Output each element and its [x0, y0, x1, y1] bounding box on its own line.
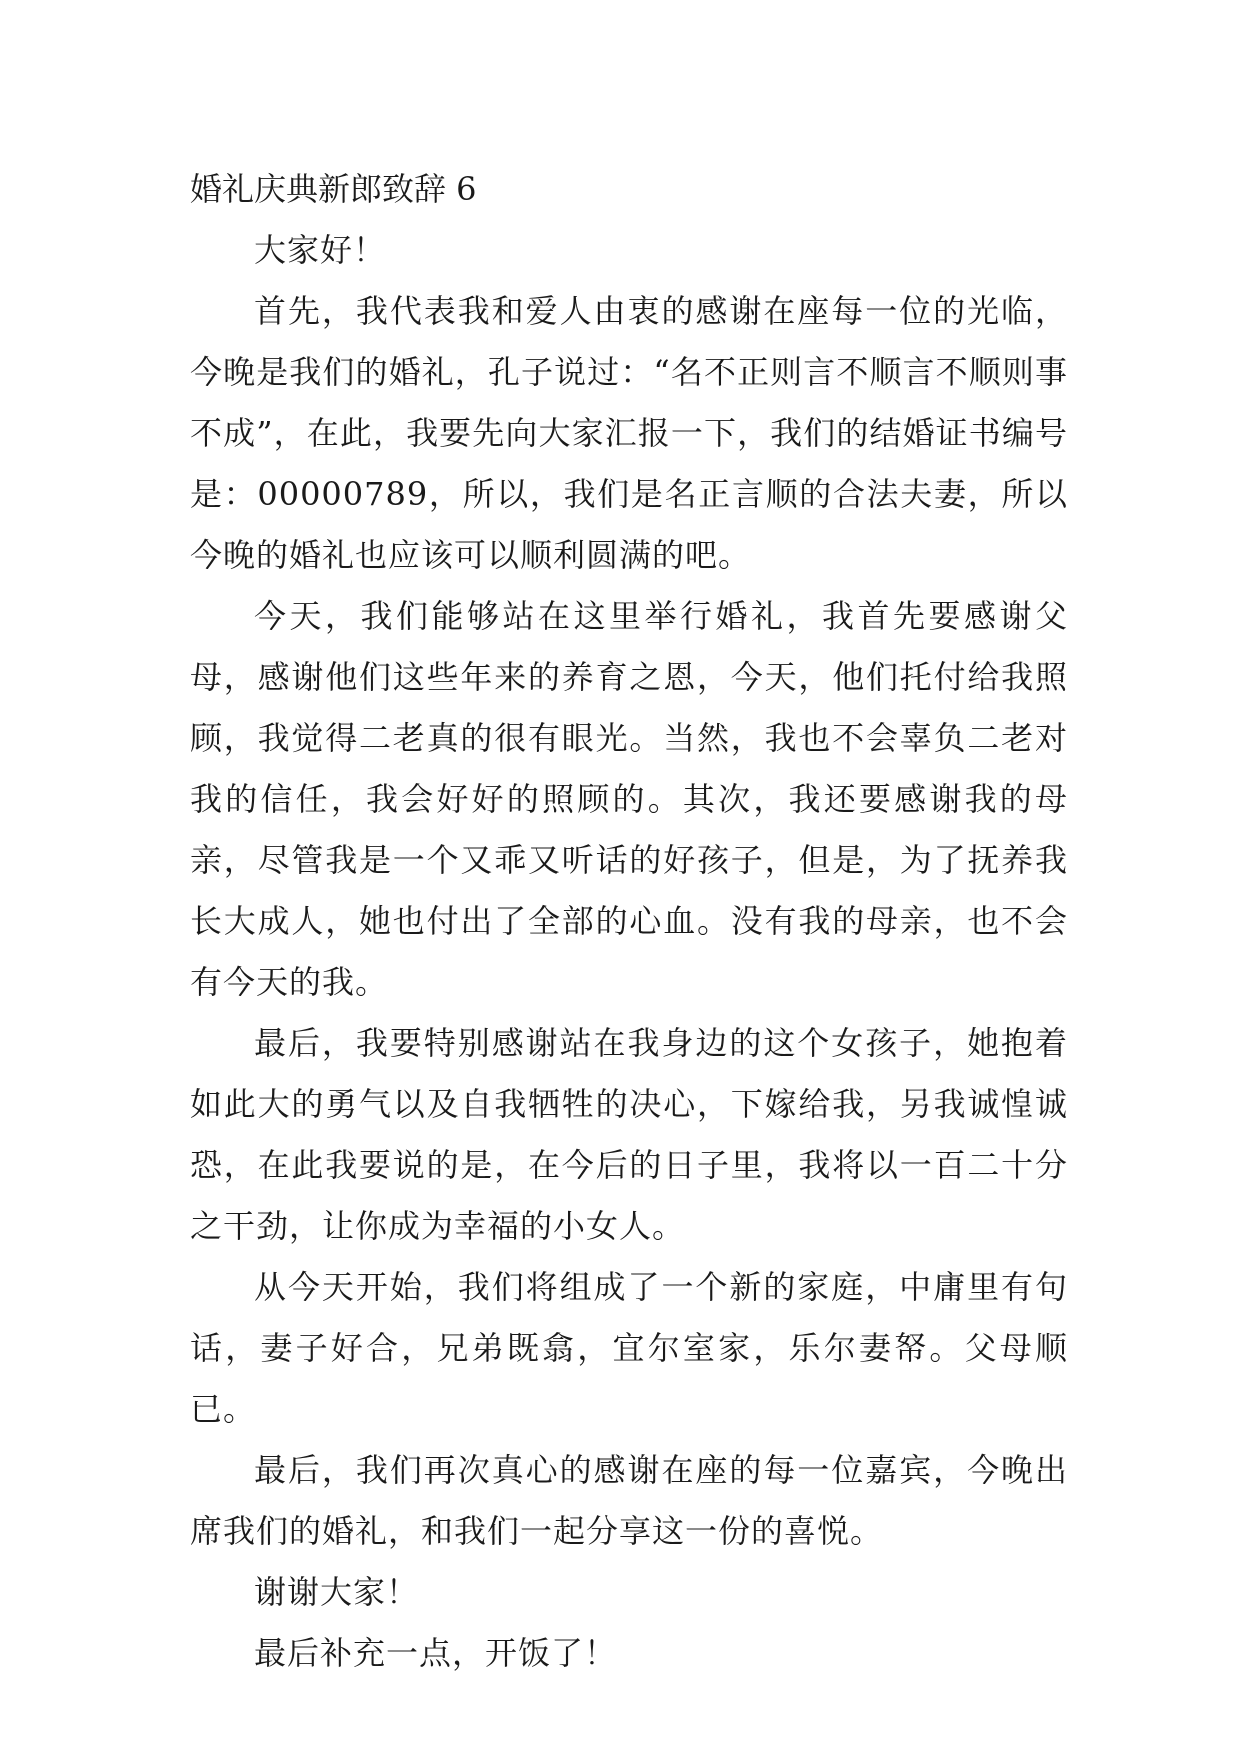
- paragraph-new-family: 从今天开始，我们将组成了一个新的家庭，中庸里有句话，妻子好合，兄弟既翕，宜尔室家，乐尔妻帑。父母顺已。: [190, 1268, 1068, 1428]
- paragraph-dinner: 最后补充一点，开饭了！: [254, 1634, 618, 1672]
- paragraph-thanks-parents: 今天，我们能够站在这里举行婚礼，我首先要感谢父母，感谢他们这些年来的养育之恩，今天，他们托付给我照顾，我觉得二老真的很有眼光。当然，我也不会辜负二老对我的信任，我会好好的照顾的。其次，我还要感谢我的母亲，尽管我是一个又乖又听话的好孩子，但是，为了抚养我长大成人，她也付出了全部的心血。没有我的母亲，也不会有今天的我。: [190, 597, 1068, 1001]
- paragraph-closing-thanks: 最后，我们再次真心的感谢在座的每一位嘉宾，今晚出席我们的婚礼，和我们一起分享这一份的喜悦。: [190, 1451, 1068, 1550]
- paragraph-thanks-guests: 首先，我代表我和爱人由衷的感谢在座每一位的光临，今晚是我们的婚礼，孔子说过：“名不正则言不顺言不顺则事不成”，在此，我要先向大家汇报一下，我们的结婚证书编号是：00000789，所以，我们是名正言顺的合法夫妻，所以今晚的婚礼也应该可以顺利圆满的吧。: [190, 292, 1068, 574]
- paragraph-greeting: 大家好！: [254, 231, 387, 269]
- paragraph-thanks-bride: 最后，我要特别感谢站在我身边的这个女孩子，她抱着如此大的勇气以及自我牺牲的决心，下嫁给我，另我诚惶诚恐，在此我要说的是，在今后的日子里，我将以一百二十分之干劲，让你成为幸福的小女人。: [190, 1024, 1068, 1245]
- document-body: [190, 159, 1068, 1684]
- document-title: 婚礼庆典新郎致辞 6: [190, 170, 477, 208]
- paragraph-thank-you: 谢谢大家！: [254, 1573, 420, 1611]
